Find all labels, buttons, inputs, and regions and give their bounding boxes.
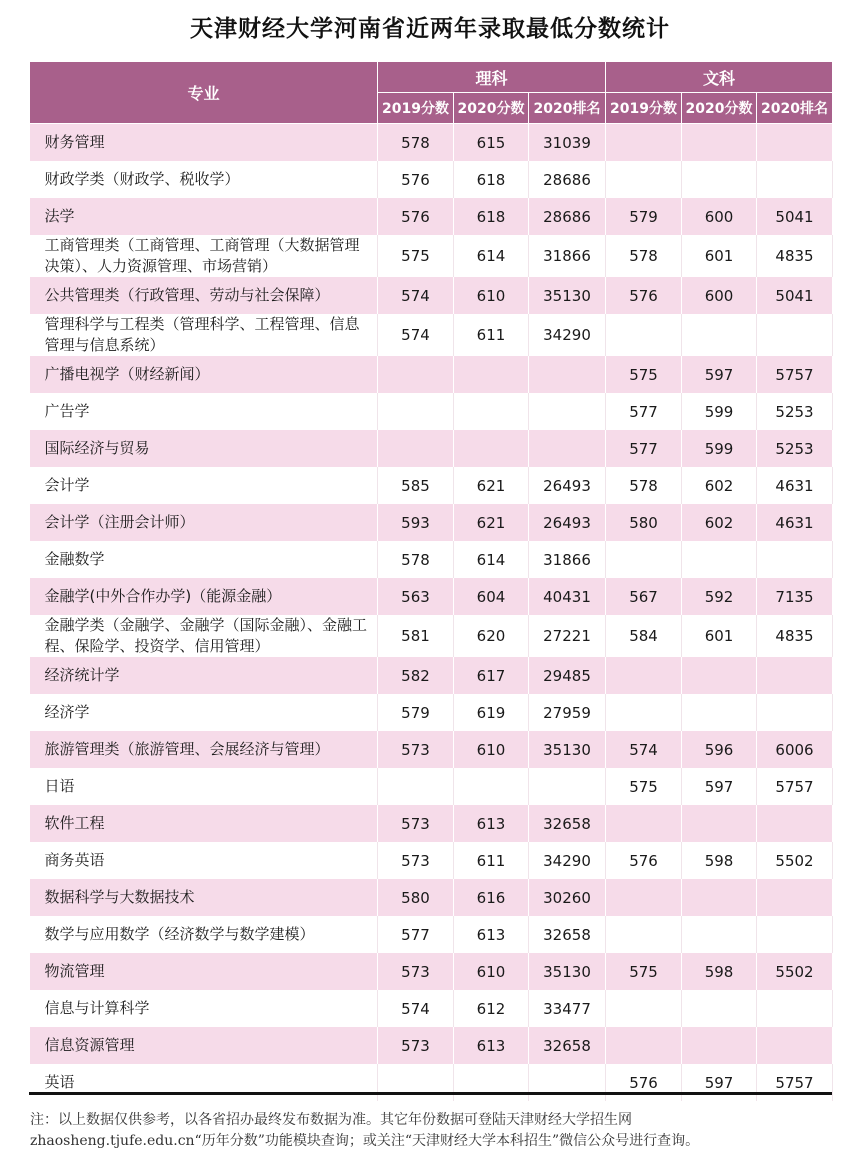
science-2020-score-cell: 610 xyxy=(454,731,529,768)
liberal-2020-rank-cell: 4835 xyxy=(757,615,833,657)
liberal-2019-score-cell: 575 xyxy=(606,768,682,805)
liberal-2019-score-cell: 577 xyxy=(606,393,682,430)
major-name-cell: 金融学类（金融学、金融学（国际金融）、金融工程、保险学、投资学、信用管理） xyxy=(30,615,378,657)
liberal-2020-rank-cell: 6006 xyxy=(757,731,833,768)
major-name-cell: 会计学 xyxy=(30,467,378,504)
table-row xyxy=(30,657,833,694)
science-2020-score-cell xyxy=(454,1064,529,1101)
liberal-2020-score-cell xyxy=(682,314,757,356)
liberal-2019-score-cell: 575 xyxy=(606,356,682,393)
liberal-2019-score-cell xyxy=(606,916,682,953)
table-row xyxy=(30,879,833,916)
liberal-2019-score-cell: 578 xyxy=(606,467,682,504)
major-name-cell: 经济学 xyxy=(30,694,378,731)
science-2019-score-cell xyxy=(378,356,454,393)
science-2020-rank-cell: 32658 xyxy=(529,916,606,953)
science-2020-score-cell: 614 xyxy=(454,541,529,578)
liberal-2019-score-cell xyxy=(606,805,682,842)
major-name-cell: 管理科学与工程类（管理科学、工程管理、信息管理与信息系统） xyxy=(30,314,378,356)
science-2019-score-cell: 580 xyxy=(378,879,454,916)
table-bottom-rule xyxy=(29,1092,832,1095)
table-row xyxy=(30,990,833,1027)
liberal-2019-score-cell: 576 xyxy=(606,277,682,314)
liberal-2020-score-cell xyxy=(682,657,757,694)
science-2020-score-header: 2020分数 xyxy=(454,93,529,124)
liberal-2020-score-cell xyxy=(682,541,757,578)
major-name-cell: 金融学(中外合作办学)（能源金融） xyxy=(30,578,378,615)
liberal-2019-score-cell xyxy=(606,1027,682,1064)
liberal-2020-rank-cell xyxy=(757,124,833,162)
major-name-cell: 物流管理 xyxy=(30,953,378,990)
liberal-2020-rank-cell xyxy=(757,1027,833,1064)
liberal-2020-rank-cell: 5757 xyxy=(757,1064,833,1101)
major-name-cell: 国际经济与贸易 xyxy=(30,430,378,467)
science-2020-score-cell: 615 xyxy=(454,124,529,162)
liberal-2019-score-cell xyxy=(606,314,682,356)
liberal-2019-score-cell: 584 xyxy=(606,615,682,657)
science-2020-rank-cell xyxy=(529,430,606,467)
liberal-2020-rank-cell xyxy=(757,916,833,953)
science-2019-score-cell: 573 xyxy=(378,953,454,990)
liberal-2020-rank-cell: 5041 xyxy=(757,198,833,235)
science-2019-score-cell: 576 xyxy=(378,198,454,235)
science-2020-rank-cell: 34290 xyxy=(529,842,606,879)
major-name-cell: 财务管理 xyxy=(30,124,378,162)
science-2019-score-cell: 593 xyxy=(378,504,454,541)
liberal-2020-score-cell: 597 xyxy=(682,768,757,805)
liberal-2019-score-cell xyxy=(606,657,682,694)
liberal-2020-rank-cell: 4631 xyxy=(757,504,833,541)
science-2019-score-cell: 574 xyxy=(378,990,454,1027)
science-2020-rank-cell: 27959 xyxy=(529,694,606,731)
science-2019-score-cell xyxy=(378,768,454,805)
science-2020-rank-cell: 33477 xyxy=(529,990,606,1027)
science-2019-score-cell: 573 xyxy=(378,731,454,768)
science-2020-score-cell xyxy=(454,356,529,393)
table-row xyxy=(30,356,833,393)
science-2020-rank-cell xyxy=(529,1064,606,1101)
liberal-2019-score-cell xyxy=(606,124,682,162)
major-name-cell: 数据科学与大数据技术 xyxy=(30,879,378,916)
liberal-2020-score-cell xyxy=(682,990,757,1027)
liberal-2020-score-cell: 597 xyxy=(682,356,757,393)
liberal-2020-score-cell xyxy=(682,1027,757,1064)
major-name-cell: 法学 xyxy=(30,198,378,235)
major-name-cell: 金融数学 xyxy=(30,541,378,578)
liberal-2019-score-cell xyxy=(606,541,682,578)
liberal-2020-rank-cell: 4631 xyxy=(757,467,833,504)
table-row xyxy=(30,1027,833,1064)
science-2020-score-cell: 612 xyxy=(454,990,529,1027)
science-2020-score-cell: 613 xyxy=(454,1027,529,1064)
science-2019-score-cell: 578 xyxy=(378,124,454,162)
table-row xyxy=(30,430,833,467)
liberal-2020-score-cell: 601 xyxy=(682,615,757,657)
science-2020-score-cell xyxy=(454,430,529,467)
science-2019-score-cell xyxy=(378,430,454,467)
liberal-2019-score-cell: 567 xyxy=(606,578,682,615)
liberal-2020-rank-cell: 4835 xyxy=(757,235,833,277)
science-2020-rank-cell: 26493 xyxy=(529,467,606,504)
science-2020-rank-cell: 35130 xyxy=(529,277,606,314)
admission-score-table xyxy=(29,61,833,1101)
liberal-2020-rank-header: 2020排名 xyxy=(757,93,833,124)
science-2020-score-cell: 616 xyxy=(454,879,529,916)
science-2019-score-cell: 578 xyxy=(378,541,454,578)
science-2019-score-cell: 581 xyxy=(378,615,454,657)
liberal-2019-score-cell xyxy=(606,879,682,916)
science-2020-score-cell: 618 xyxy=(454,198,529,235)
science-2020-rank-cell: 27221 xyxy=(529,615,606,657)
liberal-2020-score-cell: 592 xyxy=(682,578,757,615)
liberal-2020-score-cell: 598 xyxy=(682,953,757,990)
science-2020-score-cell: 614 xyxy=(454,235,529,277)
science-2019-score-cell: 574 xyxy=(378,277,454,314)
footnote-line-2: zhaosheng.tjufe.edu.cn“历年分数”功能模块查询；或关注“天津财经大学本科招生”微信公众号进行查询。 xyxy=(30,1133,700,1149)
footnote xyxy=(30,1110,832,1152)
header-group-row xyxy=(30,62,833,93)
science-2019-score-cell: 576 xyxy=(378,161,454,198)
liberal-2020-rank-cell: 5502 xyxy=(757,953,833,990)
liberal-2020-score-header: 2020分数 xyxy=(682,93,757,124)
science-2020-score-cell: 618 xyxy=(454,161,529,198)
liberal-2019-score-cell: 574 xyxy=(606,731,682,768)
liberal-2020-score-cell: 598 xyxy=(682,842,757,879)
liberal-2019-score-cell xyxy=(606,990,682,1027)
science-2020-rank-cell xyxy=(529,356,606,393)
liberal-2019-score-cell: 579 xyxy=(606,198,682,235)
science-2019-score-cell: 574 xyxy=(378,314,454,356)
table-row xyxy=(30,731,833,768)
liberal-2020-rank-cell xyxy=(757,541,833,578)
science-2019-score-cell xyxy=(378,393,454,430)
liberal-2019-score-cell xyxy=(606,694,682,731)
major-name-cell: 财政学类（财政学、税收学） xyxy=(30,161,378,198)
science-2020-rank-header: 2020排名 xyxy=(529,93,606,124)
major-name-cell: 商务英语 xyxy=(30,842,378,879)
liberal-2020-score-cell: 599 xyxy=(682,393,757,430)
table-row xyxy=(30,467,833,504)
table-row xyxy=(30,842,833,879)
science-2019-score-cell: 563 xyxy=(378,578,454,615)
major-name-cell: 软件工程 xyxy=(30,805,378,842)
table-row xyxy=(30,314,833,356)
major-name-cell: 信息与计算科学 xyxy=(30,990,378,1027)
science-2020-score-cell: 613 xyxy=(454,916,529,953)
major-name-cell: 工商管理类（工商管理、工商管理（大数据管理决策）、人力资源管理、市场营销） xyxy=(30,235,378,277)
liberal-2019-score-header: 2019分数 xyxy=(606,93,682,124)
science-2020-score-cell: 621 xyxy=(454,467,529,504)
science-2020-rank-cell: 29485 xyxy=(529,657,606,694)
liberal-2020-score-cell: 602 xyxy=(682,467,757,504)
liberal-2020-score-cell: 600 xyxy=(682,277,757,314)
liberal-2020-rank-cell: 5253 xyxy=(757,393,833,430)
liberal-2020-rank-cell xyxy=(757,805,833,842)
science-2020-score-cell: 620 xyxy=(454,615,529,657)
science-2020-rank-cell: 28686 xyxy=(529,198,606,235)
science-2020-score-cell: 621 xyxy=(454,504,529,541)
science-2019-score-cell: 573 xyxy=(378,842,454,879)
science-2020-score-cell xyxy=(454,768,529,805)
science-2020-rank-cell: 31039 xyxy=(529,124,606,162)
science-2020-score-cell: 611 xyxy=(454,314,529,356)
table-row xyxy=(30,198,833,235)
science-2019-score-cell: 577 xyxy=(378,916,454,953)
liberal-2020-rank-cell: 5757 xyxy=(757,356,833,393)
table-row xyxy=(30,541,833,578)
science-2020-score-cell xyxy=(454,393,529,430)
table-row xyxy=(30,578,833,615)
table-row xyxy=(30,504,833,541)
major-name-cell: 广告学 xyxy=(30,393,378,430)
liberal-2020-rank-cell xyxy=(757,879,833,916)
liberal-2019-score-cell: 576 xyxy=(606,1064,682,1101)
liberal-2020-rank-cell: 5253 xyxy=(757,430,833,467)
science-2020-rank-cell: 34290 xyxy=(529,314,606,356)
science-2020-rank-cell: 26493 xyxy=(529,504,606,541)
table-row xyxy=(30,235,833,277)
science-2020-rank-cell: 32658 xyxy=(529,1027,606,1064)
liberal-2020-score-cell: 596 xyxy=(682,731,757,768)
science-2019-score-cell: 575 xyxy=(378,235,454,277)
liberal-2020-rank-cell: 5502 xyxy=(757,842,833,879)
liberal-2020-rank-cell xyxy=(757,314,833,356)
liberal-2019-score-cell: 580 xyxy=(606,504,682,541)
liberal-2020-score-cell: 601 xyxy=(682,235,757,277)
liberal-2019-score-cell: 576 xyxy=(606,842,682,879)
science-2020-rank-cell: 31866 xyxy=(529,541,606,578)
major-name-cell: 公共管理类（行政管理、劳动与社会保障） xyxy=(30,277,378,314)
science-2020-rank-cell: 28686 xyxy=(529,161,606,198)
liberal-2020-rank-cell xyxy=(757,694,833,731)
science-2020-rank-cell: 35130 xyxy=(529,731,606,768)
science-2019-score-cell: 582 xyxy=(378,657,454,694)
major-name-cell: 英语 xyxy=(30,1064,378,1101)
science-2020-score-cell: 619 xyxy=(454,694,529,731)
liberal-2020-score-cell xyxy=(682,694,757,731)
liberal-2020-score-cell xyxy=(682,805,757,842)
table-row xyxy=(30,953,833,990)
liberal-arts-group-header: 文科 xyxy=(606,62,833,93)
major-name-cell: 广播电视学（财经新闻） xyxy=(30,356,378,393)
science-2019-score-header: 2019分数 xyxy=(378,93,454,124)
science-2020-rank-cell xyxy=(529,768,606,805)
table-row xyxy=(30,124,833,162)
science-2020-score-cell: 610 xyxy=(454,953,529,990)
science-2020-rank-cell xyxy=(529,393,606,430)
science-2020-score-cell: 604 xyxy=(454,578,529,615)
science-2019-score-cell: 573 xyxy=(378,1027,454,1064)
science-2020-score-cell: 617 xyxy=(454,657,529,694)
science-2020-rank-cell: 31866 xyxy=(529,235,606,277)
major-name-cell: 会计学（注册会计师） xyxy=(30,504,378,541)
major-name-cell: 信息资源管理 xyxy=(30,1027,378,1064)
liberal-2020-score-cell xyxy=(682,916,757,953)
science-2019-score-cell: 579 xyxy=(378,694,454,731)
liberal-2020-score-cell xyxy=(682,879,757,916)
major-name-cell: 日语 xyxy=(30,768,378,805)
science-2020-rank-cell: 35130 xyxy=(529,953,606,990)
liberal-2020-score-cell xyxy=(682,124,757,162)
liberal-2020-score-cell xyxy=(682,161,757,198)
liberal-2019-score-cell: 575 xyxy=(606,953,682,990)
table-row xyxy=(30,805,833,842)
liberal-2020-rank-cell: 7135 xyxy=(757,578,833,615)
liberal-2020-rank-cell: 5757 xyxy=(757,768,833,805)
table-row xyxy=(30,1064,833,1101)
major-name-cell: 经济统计学 xyxy=(30,657,378,694)
liberal-2020-rank-cell xyxy=(757,657,833,694)
science-2020-score-cell: 611 xyxy=(454,842,529,879)
liberal-2019-score-cell: 578 xyxy=(606,235,682,277)
liberal-2020-score-cell: 599 xyxy=(682,430,757,467)
liberal-2020-rank-cell: 5041 xyxy=(757,277,833,314)
science-2019-score-cell: 585 xyxy=(378,467,454,504)
liberal-2020-score-cell: 597 xyxy=(682,1064,757,1101)
table-row xyxy=(30,161,833,198)
major-name-cell: 旅游管理类（旅游管理、会展经济与管理） xyxy=(30,731,378,768)
page-title: 天津财经大学河南省近两年录取最低分数统计 xyxy=(190,16,670,42)
footnote-line-1: 注：以上数据仅供参考，以各省招办最终发布数据为准。其它年份数据可登陆天津财经大学招生网 xyxy=(30,1112,632,1128)
table-row xyxy=(30,393,833,430)
liberal-2019-score-cell xyxy=(606,161,682,198)
table-row xyxy=(30,615,833,657)
liberal-2020-rank-cell xyxy=(757,990,833,1027)
major-name-cell: 数学与应用数学（经济数学与数学建模） xyxy=(30,916,378,953)
science-2020-score-cell: 613 xyxy=(454,805,529,842)
science-2020-score-cell: 610 xyxy=(454,277,529,314)
science-2019-score-cell: 573 xyxy=(378,805,454,842)
science-2020-rank-cell: 32658 xyxy=(529,805,606,842)
science-2020-rank-cell: 30260 xyxy=(529,879,606,916)
liberal-2020-score-cell: 602 xyxy=(682,504,757,541)
table-row xyxy=(30,916,833,953)
table-body xyxy=(30,124,833,1102)
science-2019-score-cell xyxy=(378,1064,454,1101)
science-group-header: 理科 xyxy=(378,62,606,93)
table-row xyxy=(30,277,833,314)
major-column-header: 专业 xyxy=(30,62,378,124)
table-row xyxy=(30,768,833,805)
liberal-2020-rank-cell xyxy=(757,161,833,198)
science-2020-rank-cell: 40431 xyxy=(529,578,606,615)
table-row xyxy=(30,694,833,731)
liberal-2020-score-cell: 600 xyxy=(682,198,757,235)
liberal-2019-score-cell: 577 xyxy=(606,430,682,467)
